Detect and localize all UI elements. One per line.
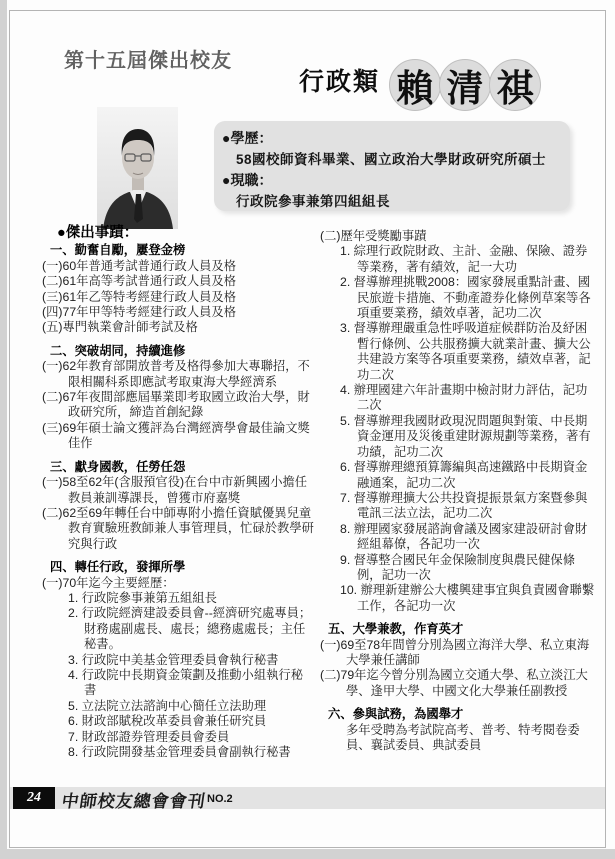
- text-line-item: (四)77年甲等特考經建行政人員及格: [42, 305, 237, 320]
- text-line-subitem: 8. 辦理國家發展諮詢會議及國家建設研討會財經組幕僚，各記功一次: [340, 521, 588, 552]
- name-char-circle: 祺: [489, 59, 541, 111]
- text-line-subitem: 3. 行政院中美基金管理委員會執行秘書: [68, 652, 279, 667]
- portrait-photo: [97, 107, 178, 229]
- text-line-item: (二)61年高等考試普通行政人員及格: [42, 274, 237, 289]
- text-line-item: (一)58至62年(含服預官役)在台中市新興國小擔任教員兼訓導課長，曾獲市府嘉獎: [42, 475, 308, 505]
- text-line-heading: 三、獻身國教，任勞任怨: [50, 459, 186, 474]
- position-label: ●現職：: [222, 172, 273, 188]
- text-line-item: (一)60年普通考試普通行政人員及格: [42, 258, 237, 273]
- text-line-subitem: 7. 督導辦理擴大公共投資提振景氣方案暨參與電訊三法立法，記功二次: [340, 490, 588, 521]
- profile-box: [214, 121, 570, 211]
- journal-title: 中師校友總會會刊: [60, 792, 208, 811]
- text-line-item: (三)61年乙等特考經建行政人員及格: [42, 289, 237, 304]
- text-line-subitem: 8. 行政院開發基金管理委員會副執行秘書: [68, 745, 291, 759]
- alumnus-name: [389, 59, 541, 111]
- text-line-subitem: 2. 督導辦理挑戰2008：國家發展重點計畫、國民旅遊卡措施、不動產證券化條例草案等各項重要業務，績效卓著，記功二次: [340, 275, 591, 321]
- footer: [10, 787, 605, 809]
- text-line-item: (一)62年教育部開放普考及格得參加大專聯招，不限相關科系即應試考取東海大學經濟系: [42, 359, 310, 389]
- text-line-heading: 五、大學兼教，作育英才: [328, 622, 464, 637]
- text-line-item: (一)69至78年間曾分別為國立海洋大學、私立東海大學兼任講師: [320, 637, 590, 667]
- portrait-illustration: [97, 107, 178, 229]
- left-column: [42, 226, 314, 760]
- text-line-subitem: 1. 綜理行政院財政、主計、金融、保險、證券等業務，著有績效，記一大功: [340, 244, 588, 274]
- text-line-subitem: 9. 督導整合國民年金保險制度與農民健保條例，記功一次: [340, 552, 576, 582]
- page-number-badge: 24: [13, 787, 55, 809]
- text-line-subitem: 1. 行政院參事兼第五組組長: [68, 590, 217, 605]
- scan-edge-left: [0, 0, 7, 859]
- text-line-item: (二)67年夜間部應屆畢業即考取國立政治大學，財政研究所，締造首創紀錄: [42, 390, 310, 420]
- text-line-para: 多年受聘為考試院高考、普考、特考閱卷委員、襄試委員、典試委員: [346, 722, 580, 752]
- right-column: [320, 229, 597, 753]
- text-line-item: (二)79年迄今曾分別為國立交通大學、私立淡江大學、逢甲大學、中國文化大學兼任副教授: [320, 668, 588, 698]
- text-line-heading: 四、轉任行政，發揮所學: [50, 560, 186, 575]
- text-line-subitem: 10. 辦理新建辦公大樓興建事宜與負責國會聯繫工作，各記功一次: [340, 583, 595, 613]
- text-line-title: ●傑出事蹟：: [57, 225, 139, 241]
- name-char-circle: 賴: [389, 59, 441, 111]
- text-line-subitem: 6. 財政部賦稅改革委員會兼任研究員: [68, 714, 267, 729]
- text-line-subitem: 6. 督導辦理總預算籌編與高速鐵路中長期資金融通案，記功二次: [340, 460, 588, 490]
- text-line-heading: 二、突破胡同，持續進修: [50, 343, 186, 358]
- text-line-subitem: 2. 行政院經濟建設委員會--經濟研究處專員；財務處副處長、處長；總務處處長；主任秘書。: [68, 606, 312, 652]
- text-line-subitem: 4. 辦理國建六年計畫期中檢討財力評估，記功二次: [340, 383, 588, 413]
- text-line-subitem: 4. 行政院中長期資金策劃及推動小組執行秘書: [68, 667, 304, 698]
- text-line-subitem: 5. 立法院立法諮詢中心簡任立法助理: [68, 698, 267, 713]
- name-char-circle: 清: [439, 59, 491, 111]
- text-line-subitem: 3. 督導辦理嚴重急性呼吸道症候群防治及紓困暫行條例、公共服務擴大就業計畫、擴大公共建設方案等各項重要業務，績效卓著，記功二次: [340, 321, 591, 382]
- series-title: 第十五屆傑出校友: [64, 50, 232, 72]
- text-line-item: (三)69年碩士論文獲評為台灣經濟學會最佳論文獎佳作: [42, 420, 310, 451]
- scan-edge-bottom: [0, 849, 615, 859]
- text-line-item: (二)歷年受獎勵事蹟: [320, 229, 427, 243]
- text-line-item: (五)專門執業會計師考試及格: [42, 320, 198, 335]
- category-label: 行政類: [299, 68, 381, 96]
- text-line-heading: 一、勤奮自勵，屢登金榜: [50, 243, 186, 258]
- issue-number: NO.2: [207, 793, 233, 805]
- education-value: 58國校師資科畢業、國立政治大學財政研究所碩士: [236, 152, 547, 167]
- text-line-item: (二)62至69年轉任台中師專附小擔任資賦優異兒童教育實驗班教師兼人事管理員，忙碌於教學研究與行政: [42, 505, 314, 551]
- position-value: 行政院參事兼第四組組長: [236, 194, 390, 209]
- text-line-item: (一)70年迄今主要經歷：: [42, 575, 175, 590]
- text-line-subitem: 7. 財政部證券管理委員會委員: [68, 729, 230, 744]
- education-label: ●學歷：: [222, 130, 273, 146]
- text-line-heading: 六、參與試務，為國舉才: [328, 707, 464, 722]
- text-line-subitem: 5. 督導辦理我國財政現況問題與對策、中長期資金運用及災後重建財源規劃等業務，著有功績，記功二次: [340, 413, 591, 459]
